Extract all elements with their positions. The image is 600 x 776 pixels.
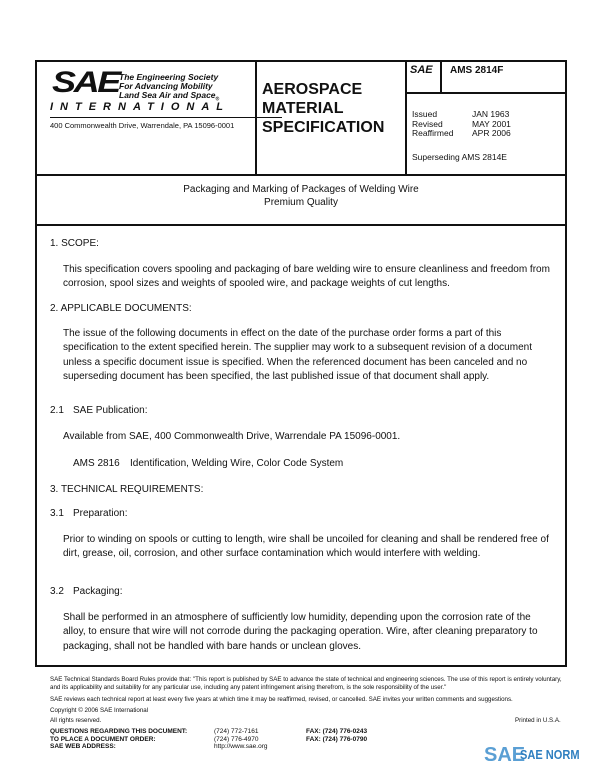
date-label: Reaffirmed — [412, 128, 454, 138]
section-3-2-text: Shall be performed in an atmosphere of sufficiently low humidity, depending upon the corrosion rate of the alloy, to ensure that wire will not corrode during the packaging operation. Wire, after cleaning preparatory to packaging, shall not be handled with bare hands or unclean gloves. — [63, 612, 538, 652]
section-1-heading: 1. SCOPE: — [50, 238, 99, 249]
contact-label: TO PLACE A DOCUMENT ORDER: — [50, 735, 156, 743]
section-3-heading: 3. TECHNICAL REQUIREMENTS: — [50, 484, 204, 495]
contact-faxes — [306, 728, 367, 743]
divider — [405, 60, 407, 175]
contact-label: SAE WEB ADDRESS: — [50, 743, 116, 750]
contact-phone: (724) 776-4970 — [214, 735, 259, 743]
printed-in: Printed in U.S.A. — [515, 717, 561, 724]
logo-international: INTERNATIONAL — [50, 101, 231, 113]
date-label: Revised — [412, 118, 443, 129]
contact-phones — [214, 728, 267, 751]
small-sae-logo: SAE — [410, 64, 433, 76]
date-value: JAN 1963 — [472, 109, 510, 119]
contact-phone: (724) 772-7161 — [214, 728, 259, 735]
reference-id: AMS 2816 — [73, 458, 120, 469]
sae-address: 400 Commonwealth Drive, Warrendale, PA 15096-0001 — [50, 117, 282, 130]
divider — [35, 224, 567, 226]
section-3-1-text: Prior to winding on spools or cutting to length, wire shall be uncoiled for cleaning and shall be rendered free of dirt, grease, oil, corrosion, and other surface contamination which would interfere with welding. — [63, 534, 549, 560]
section-2-text: The issue of the following documents in effect on the date of the purchase order forms a part of this specification to the extent specified herein. The supplier may work to a subsequent revision of a document unless a specific document issue is specified. When the referenced document has been canceled and no superseding document has been specified, the last published issue of that document shall apply. — [63, 328, 532, 382]
watermark-text: SAE NORM — [520, 747, 580, 762]
contact-labels — [50, 728, 187, 751]
section-1-text: This specification covers spooling and packaging of bare welding wire to ensure cleanliness and freedom from corrosion, spool sizes and weights of spooled wire, and package weights of cut lengths. — [63, 264, 550, 290]
section-3-2-number: 3.2 — [50, 586, 64, 597]
document-type — [262, 80, 384, 137]
title-line: Premium Quality — [264, 197, 338, 208]
section-2-1-text: Available from SAE, 400 Commonwealth Drive, Warrendale PA 15096-0001. — [63, 431, 401, 442]
date-label: Issued — [412, 109, 438, 119]
footer-notice-review: SAE reviews each technical report at least every five years at which time it may be reaffirmed, revised, or cancelled. SAE invites your written comments and suggestions. — [50, 696, 513, 703]
section-2-1-heading: SAE Publication: — [73, 405, 148, 416]
document-number: AMS 2814F — [450, 65, 504, 76]
document-title — [37, 183, 565, 209]
revision-dates — [412, 110, 511, 139]
section-2-1-number: 2.1 — [50, 405, 64, 416]
tagline-line: For Advancing Mobility — [119, 81, 213, 91]
tagline-line: The Engineering Society — [119, 72, 219, 82]
doc-type-line: MATERIAL — [262, 100, 344, 117]
web-address-link[interactable]: http://www.sae.org — [214, 743, 268, 750]
date-value: APR 2006 — [472, 128, 511, 138]
tagline-line: Land Sea Air and Space — [119, 90, 216, 100]
divider — [440, 60, 442, 93]
section-3-1-number: 3.1 — [50, 508, 64, 519]
footer-notice-rules: SAE Technical Standards Board Rules provide that: "This report is published by SAE to advance the state of technical and engineering sciences. The use of this report is entirely voluntary, and its applicability and suitability for any particular use, including any patent infringement arising therefrom, is the sole responsibility of the user." — [50, 676, 562, 691]
sae-logo: SAE — [52, 66, 119, 99]
rights: All rights reserved. — [50, 717, 102, 724]
date-value: MAY 2001 — [472, 118, 511, 129]
divider — [405, 92, 567, 94]
title-line: Packaging and Marking of Packages of Welding Wire — [183, 184, 419, 195]
divider — [35, 174, 567, 176]
contact-fax: FAX: (724) 776-0243 — [306, 728, 368, 735]
superseding: Superseding AMS 2814E — [412, 152, 507, 162]
copyright: Copyright © 2006 SAE International — [50, 707, 149, 714]
contact-label: QUESTIONS REGARDING THIS DOCUMENT: — [50, 728, 188, 735]
registered-mark: ® — [215, 96, 220, 103]
section-3-1-heading: Preparation: — [73, 508, 128, 519]
date-row — [412, 129, 511, 139]
section-3-2-heading: Packaging: — [73, 586, 123, 597]
section-2-heading: 2. APPLICABLE DOCUMENTS: — [50, 303, 192, 314]
doc-type-line: AEROSPACE — [262, 81, 363, 98]
reference-title: Identification, Welding Wire, Color Code System — [130, 458, 344, 469]
logo-tagline — [119, 73, 219, 105]
contact-fax: FAX: (724) 776-0790 — [306, 735, 368, 743]
watermark-logo: SAE — [484, 744, 526, 766]
doc-type-line: SPECIFICATION — [262, 119, 385, 136]
